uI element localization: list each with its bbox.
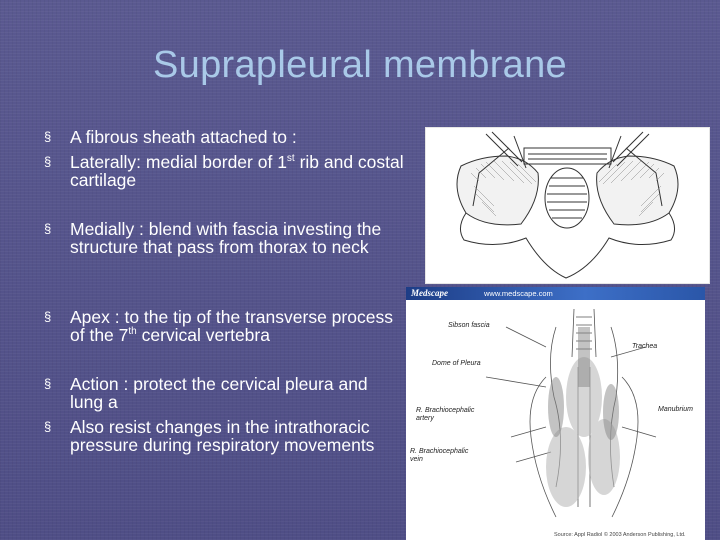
bullet-text: Action : protect the cervical pleura and lung a xyxy=(70,374,368,412)
bullet-item xyxy=(44,128,404,146)
bullet-text: A fibrous sheath attached to : xyxy=(70,127,297,147)
bullet-text: Medially : blend with fascia investing the structure that pass from thorax to neck xyxy=(70,219,382,257)
medscape-url: www.medscape.com xyxy=(484,289,553,298)
label-r-brachiocephalic-vein: R. Brachiocephalic vein xyxy=(410,448,469,463)
label-dome-of-pleura: Dome of Pleura xyxy=(432,360,481,367)
slide-title: Suprapleural membrane xyxy=(153,44,567,86)
bullet-item xyxy=(44,308,404,344)
thoracic-inlet-drawing xyxy=(426,128,709,283)
bullet-marker: § xyxy=(44,221,52,236)
medscape-logo: Medscape xyxy=(411,288,448,298)
bullet-item xyxy=(44,153,404,189)
bullet-marker: § xyxy=(44,376,52,391)
bullet-text: Laterally: medial border of 1st rib and costal cartilage xyxy=(70,152,404,190)
bullet-marker: § xyxy=(44,419,52,434)
label-r-brachiocephalic-artery: R. Brachiocephalic artery xyxy=(416,407,475,422)
label-manubrium: Manubrium xyxy=(658,406,694,413)
bullet-item xyxy=(44,220,404,256)
bullet-text: Also resist changes in the intrathoracic pressure during respiratory movements xyxy=(70,417,375,455)
bullet-item xyxy=(44,375,404,411)
bullet-marker: § xyxy=(44,154,52,169)
label-trachea: Trachea xyxy=(632,343,658,350)
label-sibson-fascia: Sibson fascia xyxy=(448,322,490,329)
medscape-figure xyxy=(406,287,705,540)
figure-credit: Source: Appl Radiol © 2003 Anderson Publishing, Ltd. xyxy=(554,532,686,538)
bullet-marker: § xyxy=(44,309,52,324)
bullet-marker: § xyxy=(44,129,52,144)
bullet-item xyxy=(44,418,404,454)
thoracic-inlet-illustration xyxy=(425,127,710,284)
bullet-text: Apex : to the tip of the transverse process of the 7th cervical vertebra xyxy=(70,307,393,345)
